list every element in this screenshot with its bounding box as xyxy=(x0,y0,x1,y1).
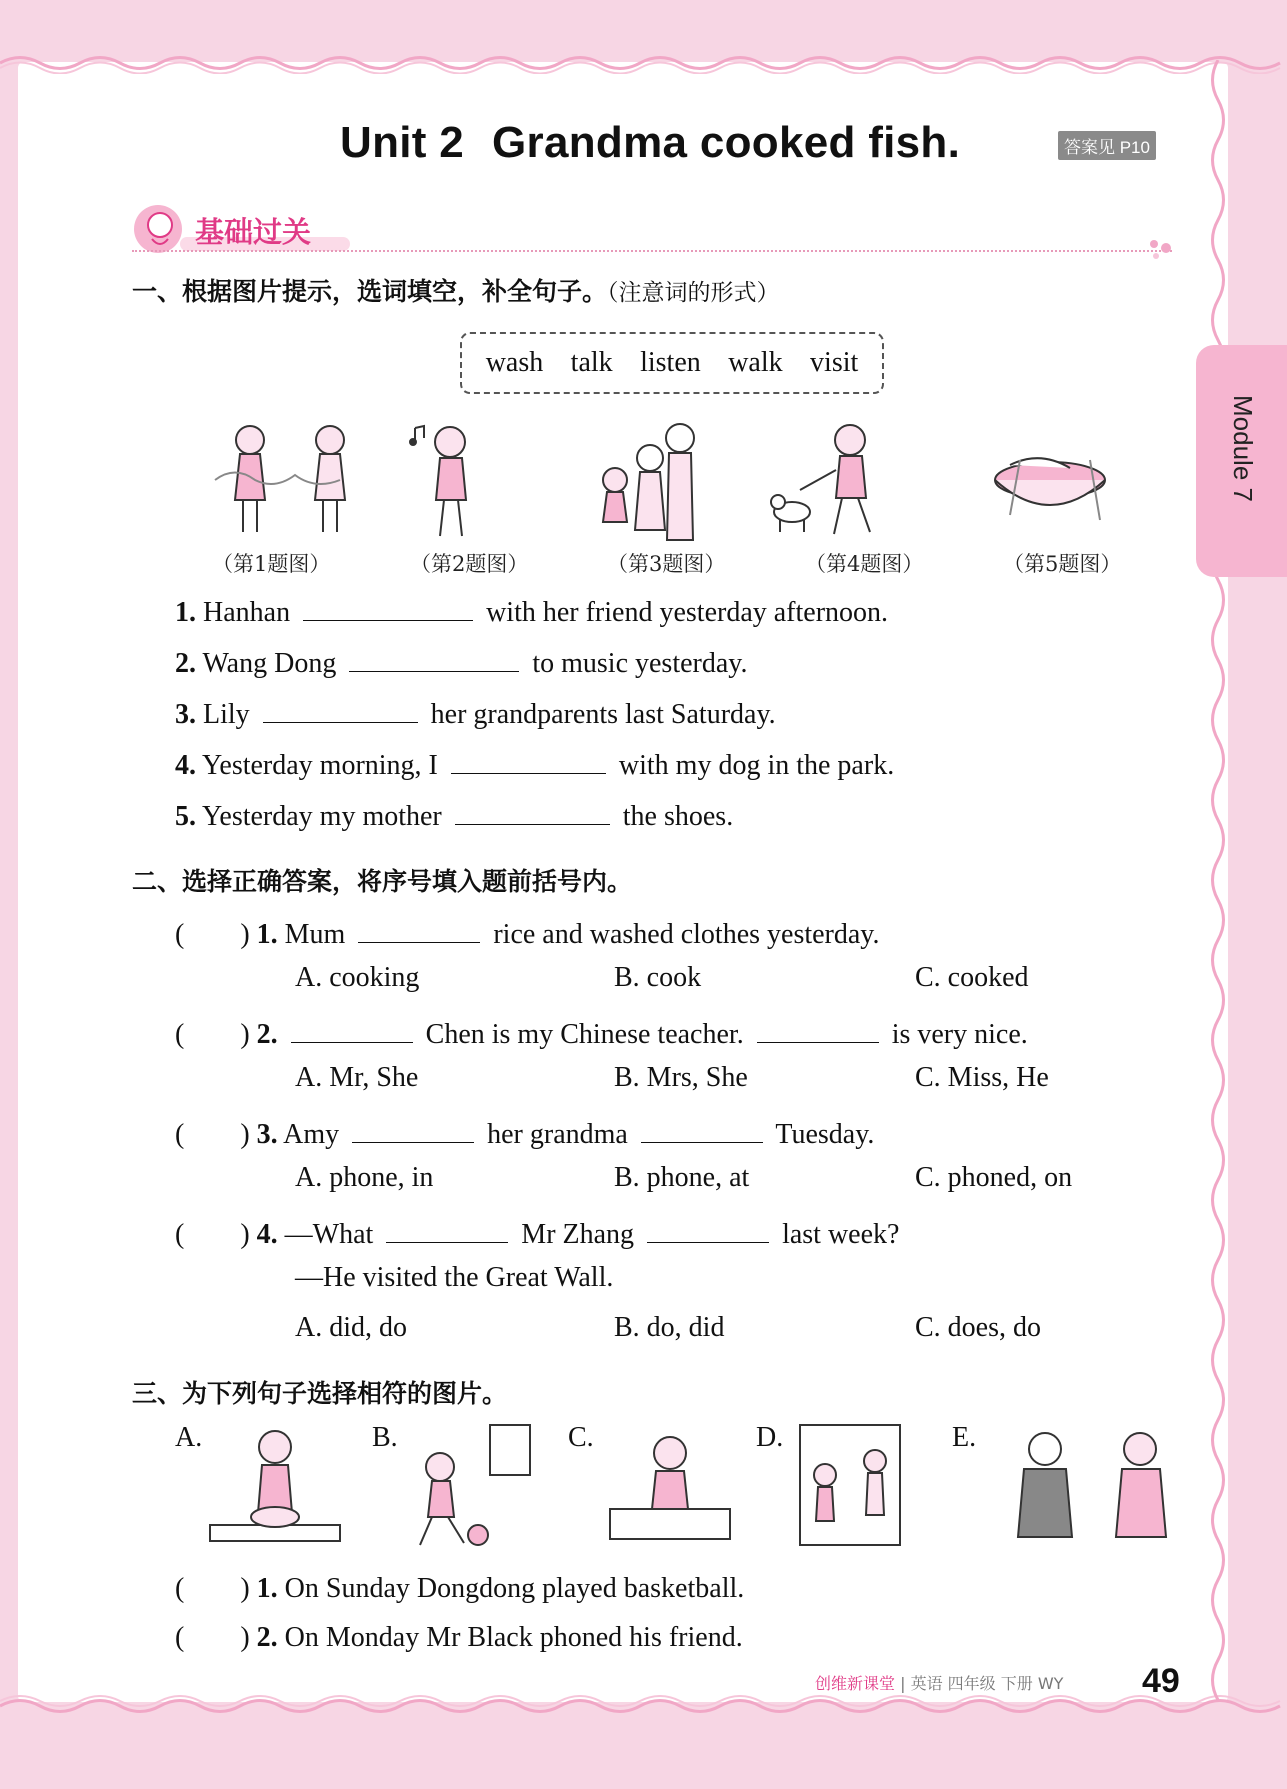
picture-label-e: E. xyxy=(952,1422,977,1453)
footer-info: 英语 四年级 下册 WY xyxy=(910,1674,1064,1693)
illustration-kids-talking xyxy=(215,426,345,532)
question-text: —What xyxy=(284,1219,374,1250)
match-item xyxy=(175,1615,743,1655)
word-bank-item: listen xyxy=(640,347,701,378)
answer-paren[interactable]: ( ) xyxy=(175,1019,250,1050)
illustration-visit-grandparents xyxy=(603,424,694,540)
footer-separator: | xyxy=(900,1674,906,1693)
question-blank xyxy=(291,1018,413,1043)
item-text-after: with my dog in the park. xyxy=(618,750,895,781)
option-b: B. Mrs, She xyxy=(614,1062,748,1093)
item-number: 1. xyxy=(256,1573,278,1604)
question-text: Chen is my Chinese teacher. xyxy=(425,1019,744,1050)
section1-note: （注意词的形式） xyxy=(607,280,780,306)
question-text: is very nice. xyxy=(891,1019,1028,1050)
answer-paren[interactable]: ( ) xyxy=(175,919,250,950)
picture-label-a: A. xyxy=(175,1422,203,1453)
page-number: 49 xyxy=(1142,1662,1180,1700)
answer-blank[interactable] xyxy=(451,749,606,774)
match-item xyxy=(175,1566,744,1606)
item-text-before: Lily xyxy=(203,699,250,730)
option-a: A. phone, in xyxy=(295,1162,434,1193)
option-c: C. does, do xyxy=(915,1312,1041,1343)
mc-question xyxy=(175,1012,1028,1052)
module-label: Module 7 xyxy=(1228,395,1258,502)
mc-question xyxy=(175,1212,899,1252)
item-text-before: Wang Dong xyxy=(202,648,337,679)
illustration-boy-music xyxy=(410,426,466,536)
picture-label-c: C. xyxy=(568,1422,594,1453)
mc-question xyxy=(175,1112,874,1152)
unit-number: Unit 2 xyxy=(340,118,465,167)
answer-paren[interactable]: ( ) xyxy=(175,1622,250,1653)
illustration-girl-cooking xyxy=(210,1431,340,1541)
question-blank xyxy=(757,1018,879,1043)
item-number: 5. xyxy=(175,801,196,832)
item-text-after: her grandparents last Saturday. xyxy=(430,699,776,730)
item-text: On Monday Mr Black phoned his friend. xyxy=(284,1622,743,1653)
fill-blank-item xyxy=(175,800,733,833)
answer-blank[interactable] xyxy=(349,647,519,672)
word-bank-item: talk xyxy=(570,347,613,378)
word-bank xyxy=(460,332,884,394)
page-footer xyxy=(815,1671,1063,1694)
question-text: Mum xyxy=(284,919,346,950)
fill-blank-item xyxy=(175,647,747,680)
item-number: 4. xyxy=(256,1219,278,1250)
section1-heading-text: 一、根据图片提示，选词填空，补全句子。 xyxy=(132,277,608,306)
question-blank xyxy=(647,1218,769,1243)
option-c: C. Miss, He xyxy=(915,1062,1049,1093)
section3-heading: 三、为下列句子选择相符的图片。 xyxy=(132,1379,508,1408)
section1-heading xyxy=(132,272,780,308)
right-wave-border xyxy=(1205,60,1231,1710)
answer-reference-tag: 答案见 P10 xyxy=(1058,131,1156,160)
question-text: her grandma xyxy=(487,1119,628,1150)
option-a: A. Mr, She xyxy=(295,1062,419,1093)
figure-caption: （第2题图） xyxy=(410,552,529,576)
item-number: 3. xyxy=(175,699,196,730)
top-wave-border xyxy=(0,52,1287,74)
item-text-before: Yesterday my mother xyxy=(201,801,442,832)
dialogue-reply: —He visited the Great Wall. xyxy=(295,1262,614,1293)
figure-caption: （第5题图） xyxy=(1003,552,1122,576)
unit-title xyxy=(340,118,960,168)
word-bank-item: walk xyxy=(728,347,783,378)
figure-caption: （第4题图） xyxy=(805,552,924,576)
fill-blank-item xyxy=(175,698,776,731)
question-text: rice and washed clothes yesterday. xyxy=(493,919,880,950)
item-number: 1. xyxy=(256,919,278,950)
section1-illustrations xyxy=(195,420,1155,550)
item-text-before: Yesterday morning, I xyxy=(201,750,438,781)
question-text: Amy xyxy=(283,1119,340,1150)
item-text-before: Hanhan xyxy=(203,597,291,628)
option-c: C. cooked xyxy=(915,962,1029,993)
option-a: A. did, do xyxy=(295,1312,407,1343)
item-number: 1. xyxy=(175,597,196,628)
item-number: 2. xyxy=(256,1622,278,1653)
illustration-boys-door xyxy=(800,1425,900,1545)
option-a: A. cooking xyxy=(295,962,420,993)
mc-question xyxy=(175,912,879,952)
option-b: B. do, did xyxy=(614,1312,725,1343)
unit-name: Grandma cooked fish. xyxy=(492,118,961,167)
word-bank-item: wash xyxy=(485,347,544,378)
question-blank xyxy=(641,1118,763,1143)
illustration-man-phoning xyxy=(1018,1433,1166,1537)
answer-paren[interactable]: ( ) xyxy=(175,1219,250,1250)
figure-caption: （第1题图） xyxy=(212,552,331,576)
banner-title: 基础过关 xyxy=(195,215,312,249)
section2-heading: 二、选择正确答案，将序号填入题前括号内。 xyxy=(132,867,633,896)
illustration-washing-shoes xyxy=(995,458,1105,520)
item-number: 4. xyxy=(175,750,196,781)
answer-blank[interactable] xyxy=(455,800,610,825)
option-b: B. cook xyxy=(614,962,702,993)
figure-caption: （第3题图） xyxy=(607,552,726,576)
illustration-boy-writing xyxy=(610,1437,730,1539)
question-blank xyxy=(386,1218,508,1243)
question-text: Mr Zhang xyxy=(521,1219,635,1250)
illustration-boy-walking-dog xyxy=(771,425,870,534)
divider-dots xyxy=(1148,236,1178,260)
question-text: last week? xyxy=(782,1219,900,1250)
question-blank xyxy=(358,918,480,943)
option-b: B. phone, at xyxy=(614,1162,750,1193)
answer-paren[interactable]: ( ) xyxy=(175,1119,250,1150)
dotted-divider xyxy=(132,250,1172,252)
fill-blank-item xyxy=(175,749,894,782)
picture-label-b: B. xyxy=(372,1422,398,1453)
item-number: 2. xyxy=(256,1019,278,1050)
answer-blank[interactable] xyxy=(263,698,418,723)
item-number: 3. xyxy=(256,1119,278,1150)
item-number: 2. xyxy=(175,648,196,679)
bottom-wave-border xyxy=(0,1695,1287,1717)
item-text-after: with her friend yesterday afternoon. xyxy=(486,597,889,628)
item-text-after: to music yesterday. xyxy=(532,648,748,679)
module-side-tab xyxy=(1196,345,1287,577)
fill-blank-item xyxy=(175,596,888,629)
illustration-boy-basketball xyxy=(420,1425,530,1545)
answer-paren[interactable]: ( ) xyxy=(175,1573,250,1604)
picture-label-d: D. xyxy=(756,1422,784,1453)
footer-brand: 创维新课堂 xyxy=(815,1674,896,1693)
answer-blank[interactable] xyxy=(303,596,473,621)
option-c: C. phoned, on xyxy=(915,1162,1073,1193)
item-text-after: the shoes. xyxy=(622,801,734,832)
word-bank-item: visit xyxy=(810,347,859,378)
question-text: Tuesday. xyxy=(775,1119,875,1150)
item-text: On Sunday Dongdong played basketball. xyxy=(284,1573,745,1604)
section3-illustrations xyxy=(170,1415,1170,1565)
question-blank xyxy=(352,1118,474,1143)
